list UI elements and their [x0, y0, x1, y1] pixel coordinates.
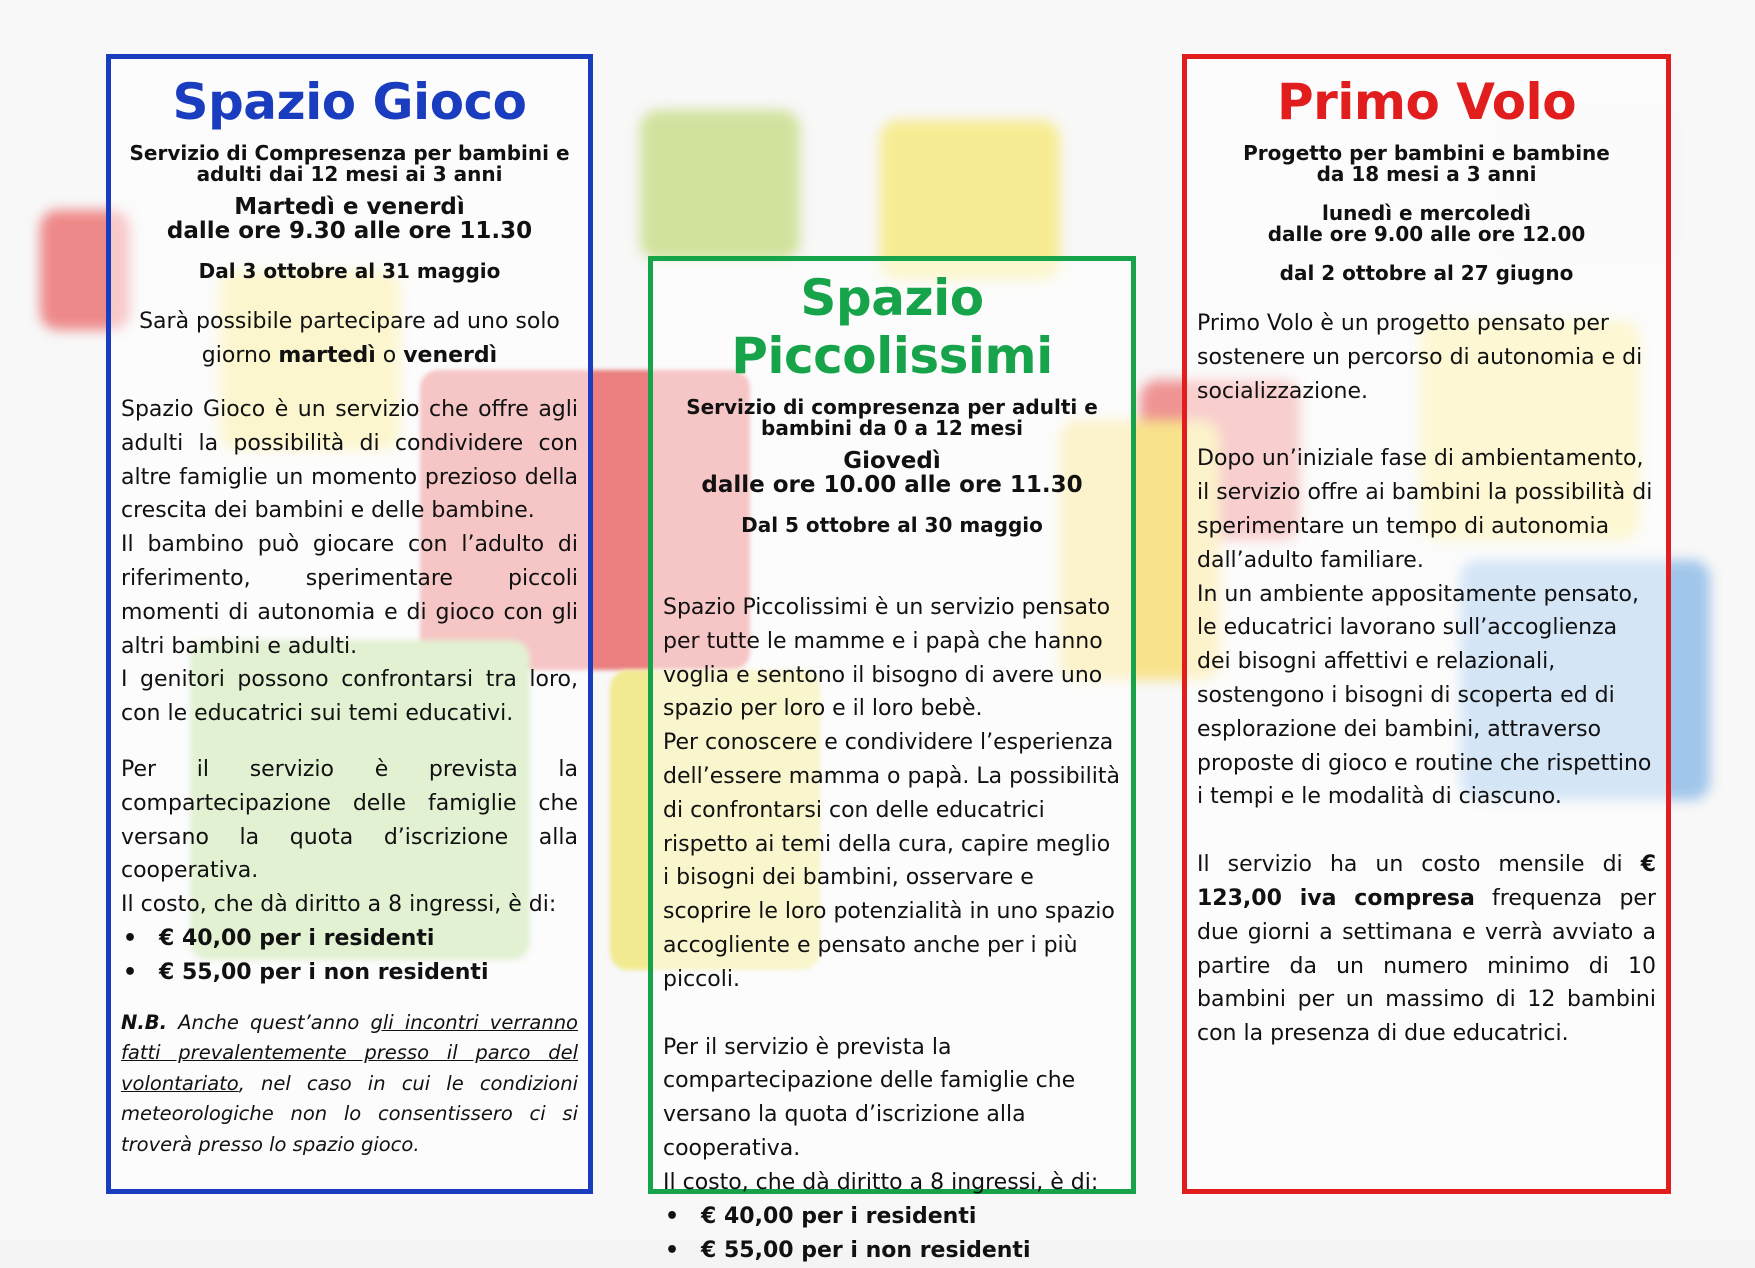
nb-post: , nel caso in cui le condizioni meteorologiche non lo consentissero ci si troverà presso lo spazio gioco. [121, 1071, 578, 1156]
spazio-gioco-days [121, 195, 578, 243]
subtitle-line1: Progetto per bambini e bambine [1243, 141, 1610, 165]
note-line1: Sarà possibile partecipare ad uno solo [139, 309, 560, 334]
subtitle-line2: bambini da 0 a 12 mesi [761, 416, 1023, 440]
days-line2: dalle ore 9.00 alle ore 12.00 [1267, 222, 1586, 246]
spazio-piccolissimi-price-list [663, 1200, 1121, 1268]
spazio-gioco-single-day-note [121, 305, 578, 373]
price-residents: • € 40,00 per i residenti [689, 1200, 1121, 1234]
primo-volo-desc-3: In un ambiente appositamente pensato, le educatrici lavorano sull’accoglienza dei bisogni affettivi e relazionali, sostengono i bisogni di scoperta ed di esplorazione dei bambini, attraverso proposte di gioco e routine che rispettino i tempi e le modalità di ciascuno. [1197, 581, 1652, 810]
days-line2: dalle ore 9.30 alle ore 11.30 [166, 218, 533, 244]
primo-volo-days [1197, 203, 1656, 245]
spazio-gioco-panel [106, 54, 593, 1194]
subtitle-line1: Servizio di compresenza per adulti e [686, 395, 1098, 419]
primo-volo-title: Primo Volo [1276, 73, 1577, 131]
spazio-piccolissimi-cost-1: Per il servizio è prevista la compartecipazione delle famiglie che versano la quota d’iscrizione alla cooperativa. [663, 1034, 1076, 1161]
spazio-gioco-desc-3: I genitori possono confrontarsi tra loro, con le educatrici sui temi educativi. [121, 667, 578, 727]
note-day1: martedì [278, 343, 376, 368]
cost-post: frequenza per due giorni a settimana e verrà avviato a partire da un numero minimo di 10 bambini per un massimo di 12 bambini con la presenza di due educatrici. [1197, 885, 1656, 1047]
price-residents: • € 40,00 per i residenti [147, 922, 578, 956]
primo-volo-desc-1: Primo Volo è un progetto pensato per sostenere un percorso di autonomia e di socializzazione. [1197, 311, 1643, 404]
note-pre: giorno [201, 343, 279, 368]
spazio-piccolissimi-title: Spazio Piccolissimi [731, 269, 1053, 385]
cost-amount: € 123,00 iva compresa [1197, 852, 1656, 911]
days-line1: Giovedì [843, 448, 941, 474]
spazio-piccolissimi-days [663, 449, 1121, 497]
note-mid: o [375, 343, 404, 368]
spazio-gioco-desc-2: Il bambino può giocare con l’adulto di riferimento, sperimentare piccoli momenti di autonomia e di gioco con gli altri bambini e adulti. [121, 532, 578, 659]
spazio-piccolissimi-desc-2: Per conoscere e condividere l’esperienza dell’essere mamma o papà. La possibilità di confrontarsi con delle educatrici rispetto ai temi della cura, capire meglio i bisogni dei bambini, osservare e scoprire le loro potenzialità in uno spazio accogliente e pensato anche per i più piccoli. [663, 730, 1120, 992]
nb-underlined: gli incontri verranno fatti prevalentemente presso il parco del volontariato [121, 1010, 578, 1095]
days-line1: Martedì e venerdì [234, 194, 465, 220]
primo-volo-desc-2: Dopo un’iniziale fase di ambientamento, il servizio offre ai bambini la possibilità di sperimentare un tempo di autonomia dall’adulto familiare. [1197, 446, 1653, 573]
nb-pre: Anche quest’anno [167, 1010, 371, 1034]
primo-volo-cost [1197, 848, 1656, 1051]
spazio-gioco-price-list [121, 922, 578, 990]
spazio-gioco-subtitle [121, 143, 578, 185]
days-line2: dalle ore 10.00 alle ore 11.30 [701, 472, 1083, 498]
spazio-gioco-cost-2: Il costo, che dà diritto a 8 ingressi, è di: [121, 892, 557, 918]
spazio-piccolissimi-cost-2: Il costo, che dà diritto a 8 ingressi, è di: [663, 1169, 1099, 1195]
nb-label: N.B. [121, 1010, 167, 1034]
note-day2: venerdì [403, 343, 498, 368]
subtitle-line1: Servizio di Compresenza per bambini e [129, 141, 570, 165]
spazio-gioco-title: Spazio Gioco [172, 73, 527, 131]
spazio-piccolissimi-dates: Dal 5 ottobre al 30 maggio [741, 513, 1043, 537]
subtitle-line2: da 18 mesi a 3 anni [1316, 162, 1537, 186]
subtitle-line2: adulti dai 12 mesi ai 3 anni [196, 162, 503, 186]
price-non-residents: • € 55,00 per i non residenti [147, 956, 578, 990]
spazio-gioco-cost-1: Per il servizio è prevista la compartecipazione delle famiglie che versano la quota d’iscrizione alla cooperativa. [121, 756, 578, 884]
spazio-piccolissimi-subtitle [663, 397, 1121, 439]
primo-volo-subtitle [1197, 143, 1656, 185]
days-line1: lunedì e mercoledì [1321, 201, 1531, 225]
spazio-gioco-dates: Dal 3 ottobre al 31 maggio [198, 259, 501, 283]
spazio-gioco-nb-note [121, 1008, 578, 1161]
price-non-residents: • € 55,00 per i non residenti [689, 1234, 1121, 1268]
cost-pre: Il servizio ha un costo mensile di [1197, 852, 1641, 878]
primo-volo-panel [1182, 54, 1671, 1194]
spazio-piccolissimi-desc-1: Spazio Piccolissimi è un servizio pensato per tutte le mamme e i papà che hanno voglia e sentono il bisogno di avere uno spazio per loro e il loro bebè. [663, 595, 1111, 722]
spazio-gioco-desc-1: Spazio Gioco è un servizio che offre agli adulti la possibilità di condividere con altre famiglie un momento prezioso della crescita dei bambini e delle bambine. [121, 397, 578, 524]
spazio-piccolissimi-panel [648, 256, 1136, 1263]
primo-volo-dates: dal 2 ottobre al 27 giugno [1279, 261, 1574, 285]
